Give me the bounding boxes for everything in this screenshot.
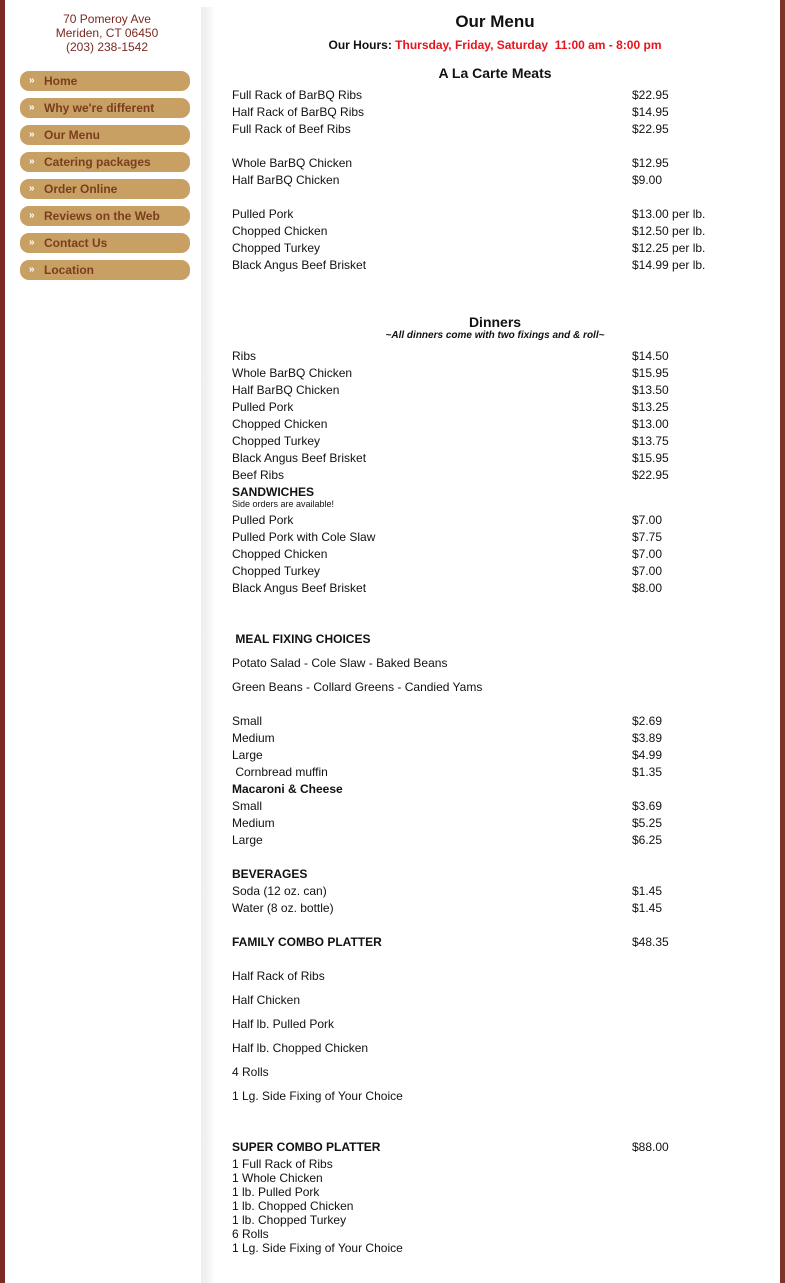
menu-row: Half BarBQ Chicken $13.50 [232,383,669,397]
dinners-subtitle: ~All dinners come with two fixings and & roll~ [385,330,605,341]
menu-row: Cornbread muffin $1.35 [232,765,663,779]
menu-row: Medium $5.25 [232,816,663,830]
combo-item: 4 Rolls [232,1065,269,1079]
nav-item-contact[interactable]: » Contact Us [20,233,190,253]
phone-number[interactable]: (203) 238-1542 [65,40,149,54]
fixings-title: MEAL FIXING CHOICES [232,632,371,646]
combo-item: Half lb. Chopped Chicken [232,1041,369,1055]
nav-item-why-different[interactable]: » Why we're different [20,98,190,118]
menu-row: Ribs $14.50 [232,349,669,363]
combo-item: 1 Lg. Side Fixing of Your Choice [232,1089,403,1103]
combo-item: Half Chicken [232,993,301,1007]
menu-row: Large $4.99 [232,748,663,762]
double-chevron-right-icon: » [29,75,32,86]
menu-row: Soda (12 oz. can) $1.45 [232,884,663,898]
combo-item: 1 lb. Chopped Chicken [232,1199,354,1213]
menu-row: Black Angus Beef Brisket $8.00 [232,581,663,595]
double-chevron-right-icon: » [29,156,32,167]
menu-row: Pulled Pork $13.00 per lb. [232,207,706,221]
sidebar-divider [201,7,215,1283]
nav-item-catering[interactable]: » Catering packages [20,152,190,172]
menu-row: Chopped Turkey $7.00 [232,564,663,578]
nav-item-home[interactable]: » Home [20,71,190,91]
double-chevron-right-icon: » [29,210,32,221]
menu-row: Large $6.25 [232,833,663,847]
menu-row: Small $2.69 [232,714,663,728]
city-state-zip: Meriden, CT 06450 [55,26,159,40]
menu-row: Pulled Pork $7.00 [232,513,663,527]
combo-item: 1 Full Rack of Ribs [232,1157,333,1171]
nav-item-our-menu[interactable]: » Our Menu [20,125,190,145]
fixings-line-2: Green Beans - Collard Greens - Candied Yams [232,680,483,694]
menu-row: Water (8 oz. bottle) $1.45 [232,901,663,915]
menu-row: Whole BarBQ Chicken $12.95 [232,156,669,170]
sidebar-nav [20,71,190,287]
menu-row: Black Angus Beef Brisket $14.99 per lb. [232,258,706,272]
menu-row: Pulled Pork with Cole Slaw $7.75 [232,530,663,544]
menu-row: Chopped Turkey $12.25 per lb. [232,241,706,255]
address-block [5,12,209,54]
menu-row: Half Rack of BarBQ Ribs $14.95 [232,105,669,119]
fixings-line-1: Potato Salad - Cole Slaw - Baked Beans [232,656,448,670]
family-combo-title: FAMILY COMBO PLATTER $48.35 [232,935,669,949]
a-la-carte-title: A La Carte Meats [438,65,552,81]
menu-row: Chopped Turkey $13.75 [232,434,669,448]
double-chevron-right-icon: » [29,237,32,248]
menu-row: Small $3.69 [232,799,663,813]
menu-row: Beef Ribs $22.95 [232,468,669,482]
menu-row: Pulled Pork $13.25 [232,400,669,414]
menu-row: Chopped Chicken $13.00 [232,417,669,431]
hours-label: Our Hours: [328,38,392,52]
combo-item: 1 lb. Chopped Turkey [232,1213,347,1227]
mac-cheese-title: Macaroni & Cheese [232,782,343,796]
menu-row: Chopped Chicken $7.00 [232,547,663,561]
super-combo-title: SUPER COMBO PLATTER $88.00 [232,1140,669,1154]
double-chevron-right-icon: » [29,264,32,275]
double-chevron-right-icon: » [29,183,32,194]
menu-row: Half BarBQ Chicken $9.00 [232,173,663,187]
dinners-title: Dinners [468,314,522,330]
menu-row: Medium $3.89 [232,731,663,745]
combo-item: 1 Lg. Side Fixing of Your Choice [232,1241,403,1255]
menu-row: Black Angus Beef Brisket $15.95 [232,451,669,465]
street-address: 70 Pomeroy Ave [63,12,151,26]
hours-value: Thursday, Friday, Saturday 11:00 am - 8:00 pm [395,38,662,52]
sandwiches-title: SANDWICHES [232,485,315,499]
combo-item: Half Rack of Ribs [232,969,325,983]
combo-item: 6 Rolls [232,1227,269,1241]
double-chevron-right-icon: » [29,102,32,113]
menu-row: Full Rack of BarBQ Ribs $22.95 [232,88,669,102]
nav-item-location[interactable]: » Location [20,260,190,280]
beverages-title: BEVERAGES [232,867,308,881]
nav-item-reviews[interactable]: » Reviews on the Web [20,206,190,226]
sandwiches-note: Side orders are available! [232,499,335,509]
combo-item: 1 Whole Chicken [232,1171,323,1185]
menu-row: Full Rack of Beef Ribs $22.95 [232,122,669,136]
nav-item-order-online[interactable]: » Order Online [20,179,190,199]
page-title: Our Menu [455,12,535,31]
menu-row: Chopped Chicken $12.50 per lb. [232,224,706,238]
hours-line [215,38,775,52]
right-border [780,0,785,1283]
combo-item: Half lb. Pulled Pork [232,1017,335,1031]
double-chevron-right-icon: » [29,129,32,140]
combo-item: 1 lb. Pulled Pork [232,1185,320,1199]
menu-row: Whole BarBQ Chicken $15.95 [232,366,669,380]
